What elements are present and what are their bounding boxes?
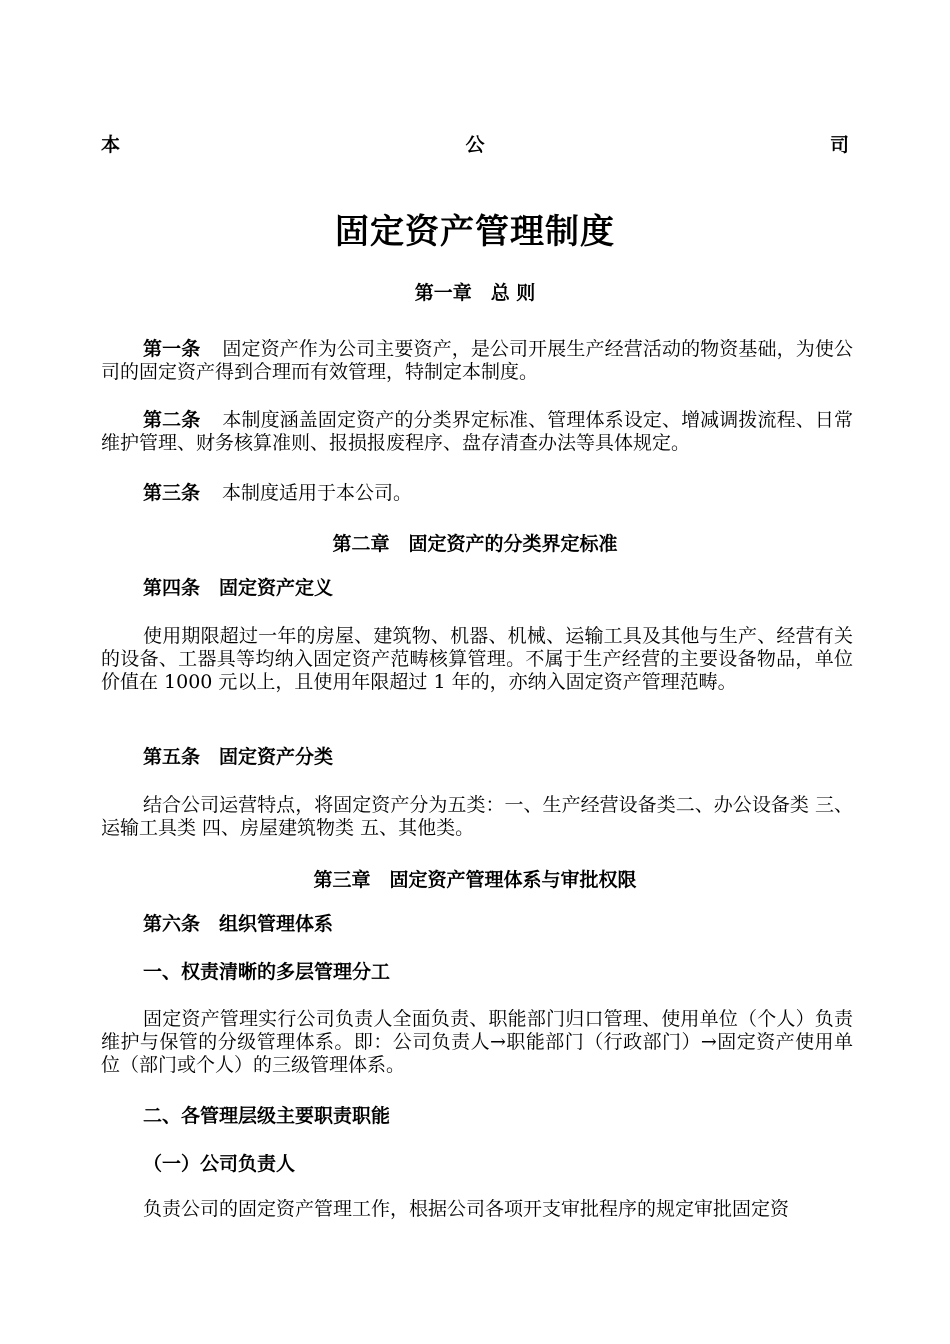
chapter-heading: 第二章 固定资产的分类界定标准	[332, 533, 618, 555]
subsection-text: 负责公司的固定资产管理工作，根据公司各项开支审批程序的规定审批固定资	[143, 1198, 790, 1220]
article-text: 固定资产作为公司主要资产，是公司开展生产经营活动的物资基础，为使公司的固定资产得到合理而有效管理，特制定本制度。	[101, 338, 853, 383]
company-char: 公	[465, 134, 485, 156]
chapter-heading: 第三章 固定资产管理体系与审批权限	[313, 869, 637, 891]
article-1	[101, 338, 853, 384]
article-label: 第三条	[143, 482, 201, 504]
document-title: 固定资产管理制度	[335, 212, 615, 252]
article-heading: 第四条 固定资产定义	[143, 577, 334, 599]
subsection-heading: （一）公司负责人	[143, 1153, 296, 1175]
article-heading: 第五条 固定资产分类	[143, 746, 334, 768]
article-3	[101, 482, 853, 505]
section-text: 固定资产管理实行公司负责人全面负责、职能部门归口管理、使用单位（个人）负责维护与保管的分级管理体系。即：公司负责人→职能部门（行政部门）→固定资产使用单位（部门或个人）的三级管理体系。	[101, 1008, 853, 1076]
chapter-heading: 第一章 总 则	[414, 282, 536, 304]
article-heading: 第六条 组织管理体系	[143, 913, 334, 935]
article-text: 本制度适用于本公司。	[222, 482, 413, 504]
company-char: 本	[101, 134, 121, 156]
company-name	[101, 130, 849, 160]
article-4-text: 使用期限超过一年的房屋、建筑物、机器、机械、运输工具及其他与生产、经营有关的设备、工器具等均纳入固定资产范畴核算管理。不属于生产经营的主要设备物品，单位价值在 1000 元以上，且使用年限超过 1 年的，亦纳入固定资产管理范畴。	[101, 625, 853, 693]
article-2	[101, 409, 853, 455]
section-heading: 一、权责清晰的多层管理分工	[143, 961, 391, 983]
article-label: 第二条	[143, 409, 201, 431]
section-heading: 二、各管理层级主要职责职能	[143, 1105, 391, 1127]
article-label: 第一条	[143, 338, 201, 360]
article-5-text: 结合公司运营特点，将固定资产分为五类：一、生产经营设备类二、办公设备类 三、运输工具类 四、房屋建筑物类 五、其他类。	[101, 794, 853, 839]
article-text: 本制度涵盖固定资产的分类界定标准、管理体系设定、增减调拨流程、日常维护管理、财务核算准则、报损报废程序、盘存清查办法等具体规定。	[101, 409, 853, 454]
company-char: 司	[829, 134, 849, 156]
